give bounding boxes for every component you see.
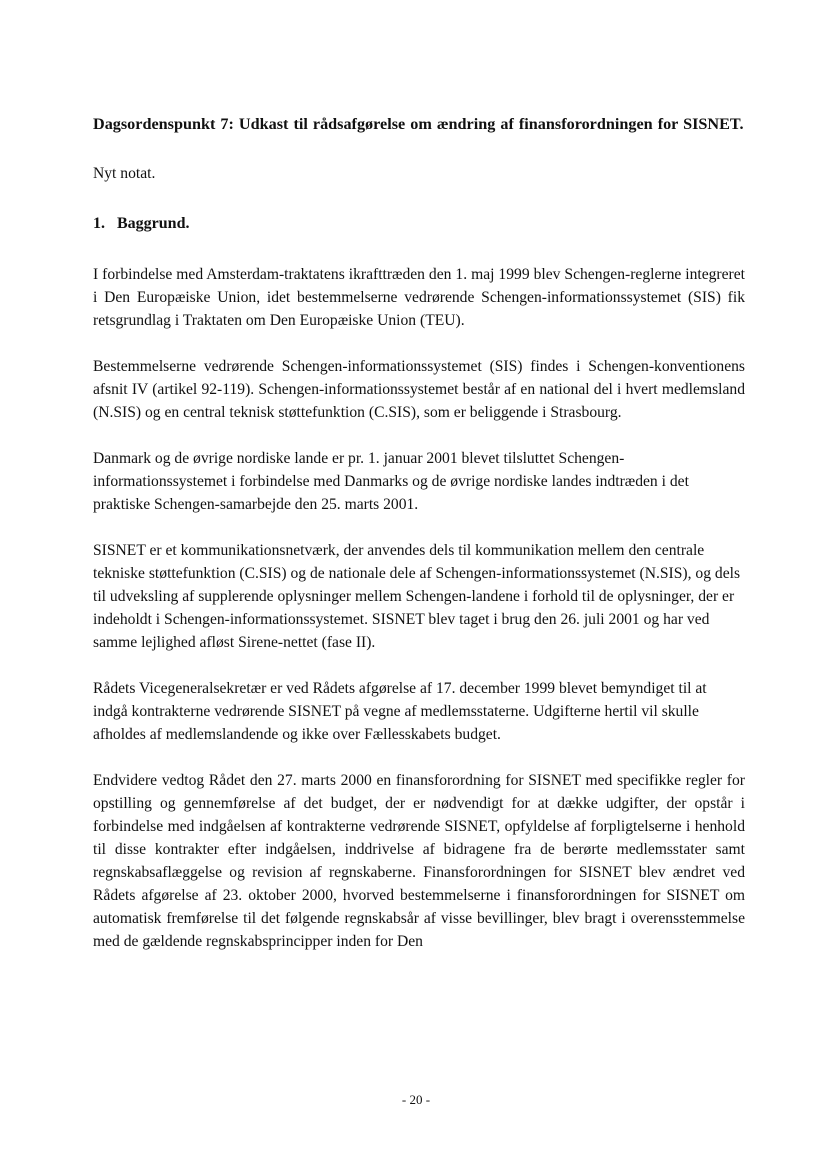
section-title: Baggrund. — [117, 215, 190, 232]
page-number: - 20 - — [401, 1092, 431, 1107]
section-number: 1. — [93, 215, 105, 232]
agenda-item-heading: Dagsordenspunkt 7: Udkast til rådsafgørelse om ændring af finansforordningen for SISNET. — [93, 115, 744, 133]
note-label: Nyt notat. — [93, 165, 156, 182]
paragraph-1: I forbindelse med Amsterdam-traktatens ikrafttræden den 1. maj 1999 blev Schengen-reglerne integreret i Den Europæiske Union, idet bestemmelserne vedrørende Schengen-informationssystemet (SIS) fik retsgrundlag i Traktaten om Den Europæiske Union (TEU). — [93, 266, 745, 329]
paragraph-2: Bestemmelserne vedrørende Schengen-informationssystemet (SIS) findes i Schengen-konventionens afsnit IV (artikel 92-119). Schengen-informationssystemet består af en national del i hvert medlemsland (N.SIS) og en central teknisk støttefunktion (C.SIS), som er beliggende i Strasbourg. — [93, 358, 745, 421]
paragraph-3: Danmark og de øvrige nordiske lande er pr. 1. januar 2001 blevet tilsluttet Schengen-informationssystemet i forbindelse med Danmarks og de øvrige nordiske landes indtræden i det praktiske Schengen-samarbejde den 25. marts 2001. — [93, 450, 689, 513]
section-heading — [93, 212, 745, 235]
document-page — [93, 112, 745, 953]
paragraph-5: Rådets Vicegeneralsekretær er ved Rådets afgørelse af 17. december 1999 blevet bemyndiget til at indgå kontrakterne vedrørende SISNET på vegne af medlemsstaterne. Udgifterne hertil vil skulle afholdes af medlemslandende og ikke over Fællesskabets budget. — [93, 680, 707, 743]
paragraph-6: Endvidere vedtog Rådet den 27. marts 2000 en finansforordning for SISNET med specifikke regler for opstilling og gennemførelse af det budget, der er nødvendigt for at dække udgifter, der opstår i forbindelse med indgåelsen af kontrakterne vedrørende SISNET, opfyldelse af forpligtelserne i henhold til disse kontrakter efter indgåelsen, inddrivelse af bidragene fra de berørte medlemsstater samt regnskabsaflæggelse og revision af regnskaberne. Finansforordningen for SISNET blev ændret ved Rådets afgørelse af 23. oktober 2000, hvorved bestemmelserne i finansforordningen for SISNET om automatisk fremførelse til det følgende regnskabsår af visse bevillinger, blev bragt i overensstemmelse med de gældende regnskabsprincipper inden for Den — [93, 772, 745, 950]
paragraph-4: SISNET er et kommunikationsnetværk, der anvendes dels til kommunikation mellem den centrale tekniske støttefunktion (C.SIS) og de nationale dele af Schengen-informationssystemet (N.SIS), og dels til udveksling af supplerende oplysninger mellem Schengen-landene i forhold til de oplysninger, der er indeholdt i Schengen-informationssystemet. SISNET blev taget i brug den 26. juli 2001 og har ved samme lejlighed afløst Sirene-nettet (fase II). — [93, 542, 741, 651]
